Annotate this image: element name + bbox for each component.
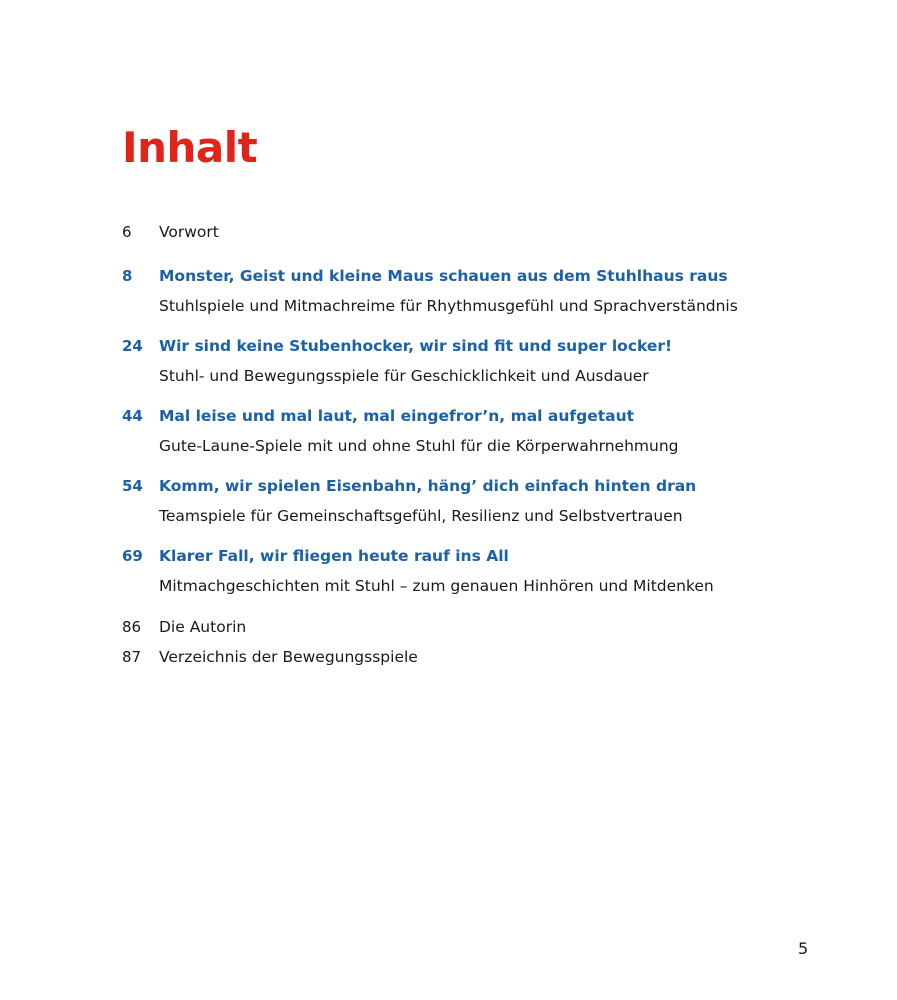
page-title: Inhalt bbox=[122, 123, 258, 172]
toc-entry-title: Die Autorin bbox=[159, 618, 247, 636]
toc-chapter-subtitle: Teamspiele für Gemeinschaftsgefühl, Resilienz und Selbstvertrauen bbox=[159, 507, 683, 525]
toc-chapter-subtitle: Stuhl- und Bewegungsspiele für Geschicklichkeit und Ausdauer bbox=[159, 367, 649, 385]
toc-chapter-subtitle: Mitmachgeschichten mit Stuhl – zum genauen Hinhören und Mitdenken bbox=[159, 577, 714, 595]
toc-page-number: 54 bbox=[122, 477, 143, 495]
toc-chapter-heading: Klarer Fall, wir fliegen heute rauf ins All bbox=[159, 547, 509, 565]
toc-page-number: 86 bbox=[122, 618, 142, 636]
toc-chapter-subtitle: Gute-Laune-Spiele mit und ohne Stuhl für die Körperwahrnehmung bbox=[159, 437, 679, 455]
toc-page-number: 87 bbox=[122, 648, 142, 666]
toc-chapter-heading: Mal leise und mal laut, mal eingefror’n, mal aufgetaut bbox=[159, 407, 635, 425]
toc-chapter-subtitle: Stuhlspiele und Mitmachreime für Rhythmusgefühl und Sprachverständnis bbox=[159, 297, 738, 315]
page-number: 5 bbox=[798, 939, 809, 958]
toc-entry-title: Verzeichnis der Bewegungsspiele bbox=[159, 648, 418, 666]
toc-page-number: 8 bbox=[122, 267, 133, 285]
toc-chapter-heading: Wir sind keine Stubenhocker, wir sind fit und super locker! bbox=[159, 337, 673, 355]
toc-page-number: 6 bbox=[122, 223, 132, 241]
toc-page-number: 24 bbox=[122, 337, 143, 355]
toc-page-number: 44 bbox=[122, 407, 143, 425]
toc-chapter-heading: Komm, wir spielen Eisenbahn, häng’ dich einfach hinten dran bbox=[159, 477, 697, 495]
toc-page-number: 69 bbox=[122, 547, 143, 565]
toc-chapter-heading: Monster, Geist und kleine Maus schauen aus dem Stuhlhaus raus bbox=[159, 267, 728, 285]
toc-entry-title: Vorwort bbox=[159, 223, 219, 241]
